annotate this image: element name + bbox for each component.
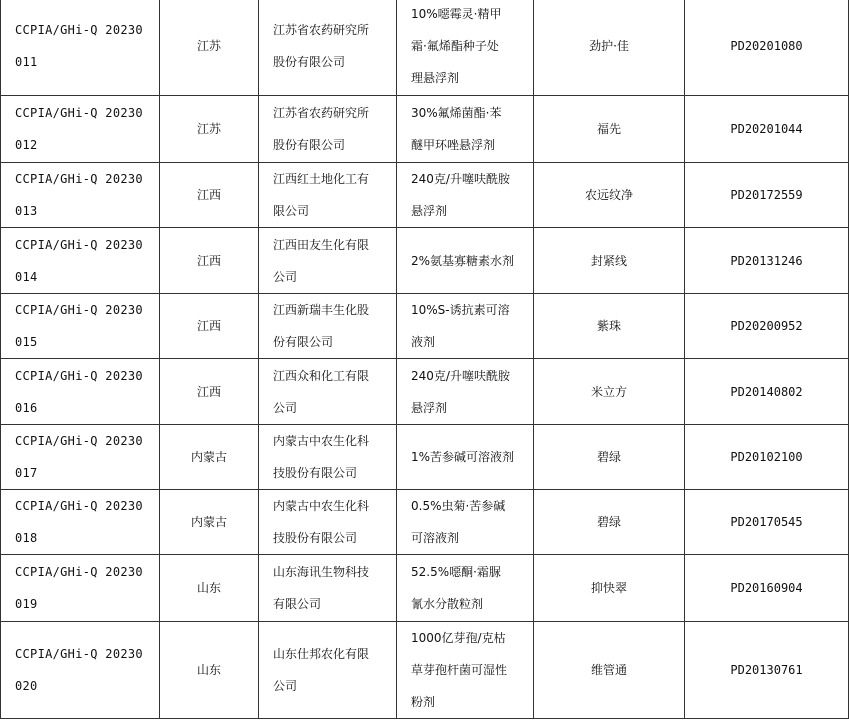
brand-name-cell: 紫珠 [534,294,685,359]
brand-name-cell: 农远纹净 [534,163,685,228]
brand-name-cell: 抑快翠 [534,555,685,622]
brand-name-cell: 封紧线 [534,228,685,294]
company-cell: 内蒙古中农生化科 技股份有限公司 [259,425,397,490]
brand-name-cell: 米立方 [534,359,685,425]
province-cell: 江西 [160,163,259,228]
company-cell: 江苏省农药研究所 股份有限公司 [259,96,397,163]
table-row [1,163,849,228]
registration-id-cell: CCPIA/GHi-Q 20230 020 [1,622,160,719]
table-row [1,359,849,425]
registration-id-cell: CCPIA/GHi-Q 20230 019 [1,555,160,622]
product-name-cell: 30%氟烯菌酯·苯 醚甲环唑悬浮剂 [397,96,534,163]
registration-id-cell: CCPIA/GHi-Q 20230 015 [1,294,160,359]
province-cell: 江西 [160,228,259,294]
company-cell: 江西众和化工有限 公司 [259,359,397,425]
registration-id-cell: CCPIA/GHi-Q 20230 016 [1,359,160,425]
province-cell: 内蒙古 [160,490,259,555]
registration-id-cell: CCPIA/GHi-Q 20230 013 [1,163,160,228]
table-row [1,294,849,359]
table-body [1,0,849,719]
registration-id-cell: CCPIA/GHi-Q 20230 011 [1,0,160,96]
brand-name-cell: 劲护·佳 [534,0,685,96]
brand-name-cell: 碧绿 [534,425,685,490]
table-row [1,228,849,294]
table-row [1,96,849,163]
brand-name-cell: 碧绿 [534,490,685,555]
reg-number-cell: PD20102100 [685,425,849,490]
registration-id-cell: CCPIA/GHi-Q 20230 012 [1,96,160,163]
product-name-cell: 10%S-诱抗素可溶 液剂 [397,294,534,359]
province-cell: 内蒙古 [160,425,259,490]
company-cell: 江苏省农药研究所 股份有限公司 [259,0,397,96]
product-name-cell: 10%噁霉灵·精甲 霜·氟烯酯种子处 理悬浮剂 [397,0,534,96]
company-cell: 江西田友生化有限 公司 [259,228,397,294]
registration-id-cell: CCPIA/GHi-Q 20230 017 [1,425,160,490]
reg-number-cell: PD20160904 [685,555,849,622]
reg-number-cell: PD20170545 [685,490,849,555]
reg-number-cell: PD20140802 [685,359,849,425]
reg-number-cell: PD20201044 [685,96,849,163]
province-cell: 江苏 [160,96,259,163]
table-row [1,555,849,622]
reg-number-cell: PD20172559 [685,163,849,228]
company-cell: 山东海讯生物科技 有限公司 [259,555,397,622]
product-name-cell: 1000亿芽孢/克枯 草芽孢杆菌可湿性 粉剂 [397,622,534,719]
company-cell: 江西新瑞丰生化股 份有限公司 [259,294,397,359]
table-row [1,490,849,555]
product-name-cell: 1%苦参碱可溶液剂 [397,425,534,490]
product-name-cell: 52.5%噁酮·霜脲 氰水分散粒剂 [397,555,534,622]
reg-number-cell: PD20200952 [685,294,849,359]
product-name-cell: 0.5%虫菊·苦参碱 可溶液剂 [397,490,534,555]
province-cell: 江西 [160,359,259,425]
company-cell: 山东仕邦农化有限 公司 [259,622,397,719]
province-cell: 山东 [160,622,259,719]
brand-name-cell: 福先 [534,96,685,163]
reg-number-cell: PD20131246 [685,228,849,294]
table-row [1,425,849,490]
province-cell: 江苏 [160,0,259,96]
table-row [1,0,849,96]
product-name-cell: 2%氨基寡糖素水剂 [397,228,534,294]
registration-id-cell: CCPIA/GHi-Q 20230 018 [1,490,160,555]
reg-number-cell: PD20130761 [685,622,849,719]
product-name-cell: 240克/升噻呋酰胺 悬浮剂 [397,163,534,228]
province-cell: 江西 [160,294,259,359]
table-row [1,622,849,719]
company-cell: 内蒙古中农生化科 技股份有限公司 [259,490,397,555]
province-cell: 山东 [160,555,259,622]
brand-name-cell: 维管通 [534,622,685,719]
company-cell: 江西红土地化工有 限公司 [259,163,397,228]
product-name-cell: 240克/升噻呋酰胺 悬浮剂 [397,359,534,425]
reg-number-cell: PD20201080 [685,0,849,96]
registration-id-cell: CCPIA/GHi-Q 20230 014 [1,228,160,294]
